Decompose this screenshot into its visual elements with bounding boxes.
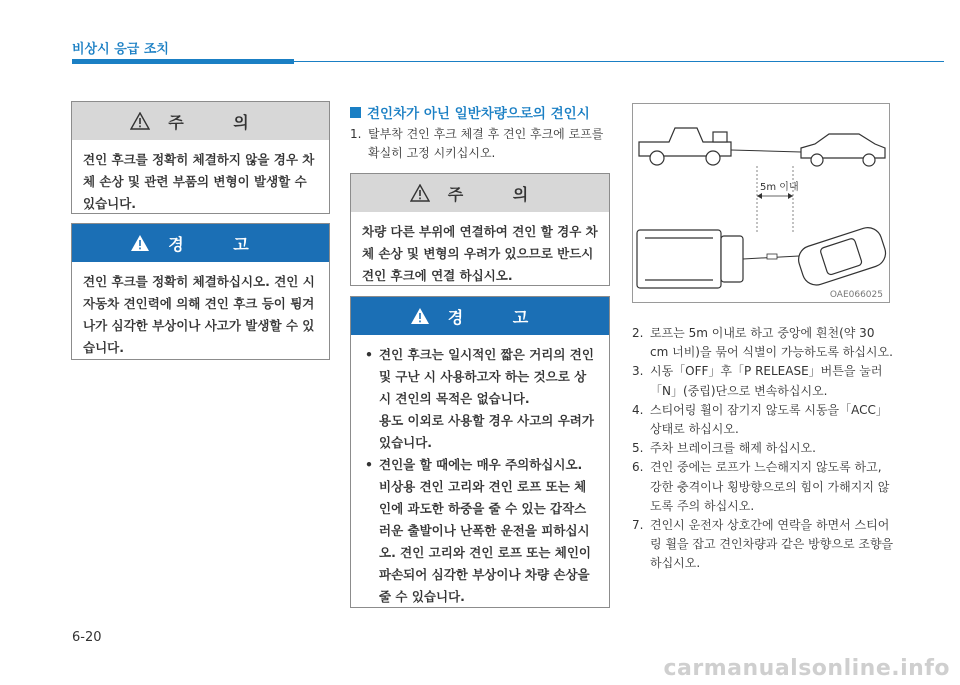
step-item bbox=[632, 516, 894, 574]
caution-box-middle bbox=[350, 173, 610, 286]
section-title bbox=[350, 102, 590, 122]
figure-code: OAE066025 bbox=[829, 290, 883, 300]
bullet-dot: • bbox=[365, 457, 373, 472]
step-number: 6. bbox=[632, 460, 644, 475]
section-square-icon bbox=[350, 107, 361, 118]
warning-bullet bbox=[365, 454, 597, 608]
step-item bbox=[350, 125, 612, 163]
distance-label: 5m 이내 bbox=[760, 182, 799, 193]
warning-bullet bbox=[365, 344, 597, 410]
step-list-middle bbox=[350, 125, 612, 163]
step-list-right bbox=[632, 324, 894, 574]
step-number: 4. bbox=[632, 402, 644, 417]
step-text: 주차 브레이크를 해제 하십시오. bbox=[650, 441, 816, 456]
step-number: 1. bbox=[350, 127, 362, 141]
caution-heading: 주 의 bbox=[447, 184, 551, 204]
section-header-title: 비상시 응급 조치 bbox=[72, 42, 169, 57]
truck-top-icon bbox=[637, 230, 743, 288]
warning-heading: 경 고 bbox=[447, 307, 551, 327]
step-item bbox=[632, 458, 894, 516]
step-item bbox=[632, 324, 894, 362]
header-rule-thin bbox=[294, 61, 944, 62]
step-number: 3. bbox=[632, 364, 644, 379]
watermark: carmanualsonline.info bbox=[663, 656, 950, 681]
caution-heading: 주 의 bbox=[168, 112, 271, 132]
towing-illustration bbox=[632, 103, 890, 303]
warning-box-header bbox=[351, 297, 609, 335]
step-text: 견인 중에는 로프가 느슨해지지 않도록 하고, 강한 충격이나 횡방향으로의 힘이 가해지지 않도록 주의 하십시오. bbox=[650, 460, 890, 513]
step-item bbox=[632, 439, 894, 458]
caution-text: 차량 다른 부위에 연결하여 견인 할 경우 차체 손상 및 변형의 우려가 있으므로 반드시 견인 후크에 연결 하십시오. bbox=[362, 224, 598, 283]
caution-triangle-icon bbox=[410, 184, 430, 202]
warning-heading: 경 고 bbox=[168, 234, 271, 254]
bullet-dot bbox=[365, 410, 379, 454]
warning-box-header bbox=[72, 224, 329, 262]
step-text: 스티어링 휠이 잠기지 않도록 시동을「ACC」상태로 하십시오. bbox=[650, 402, 888, 437]
warning-triangle-icon bbox=[410, 307, 430, 325]
warning-triangle-icon bbox=[130, 234, 150, 252]
tow-rope-side bbox=[731, 150, 801, 152]
section-title-text: 견인차가 아닌 일반차량으로의 견인시 bbox=[367, 106, 590, 122]
warning-text: 견인 후크를 정확히 체결하십시오. 견인 시 자동차 견인력에 의해 견인 후크 등이 튕겨 나가 심각한 부상이나 사고가 발생할 수 있습니다. bbox=[83, 274, 315, 355]
caution-box-header bbox=[72, 102, 329, 140]
page-number: 6-20 bbox=[72, 630, 102, 645]
step-item bbox=[632, 401, 894, 439]
warning-bullets bbox=[351, 335, 609, 617]
warning-box-left bbox=[71, 223, 330, 360]
step-item bbox=[632, 362, 894, 400]
bullet-text: 용도 이외로 사용할 경우 사고의 우려가 있습니다. bbox=[379, 413, 594, 450]
truck-side-icon bbox=[639, 128, 731, 165]
step-number: 5. bbox=[632, 441, 644, 456]
step-number: 7. bbox=[632, 518, 644, 533]
bullet-text: 견인 후크는 일시적인 짧은 거리의 견인 및 구난 시 사용하고자 하는 것으로 상시 견인의 목적은 없습니다. bbox=[379, 347, 594, 406]
step-text: 견인시 운전자 상호간에 연락을 하면서 스티어링 휠을 잡고 견인차량과 같은 방향으로 조향을 하십시오. bbox=[650, 518, 894, 571]
caution-triangle-icon bbox=[130, 112, 150, 130]
bullet-text: 견인을 할 때에는 매우 주의하십시오. 비상용 견인 고리와 견인 로프 또는 체인에 과도한 하중을 줄 수 있는 갑작스러운 출발이나 난폭한 운전을 피하십시오. 견인 고리와 견인 로프 또는 체인이 파손되어 심각한 부상이나 차량 손상을 줄 수 있습니다. bbox=[379, 457, 591, 604]
sedan-side-icon bbox=[801, 134, 885, 166]
step-text: 로프는 5m 이내로 하고 중앙에 흰천(약 30 cm 너비)을 묶어 식별이 가능하도록 하십시오. bbox=[650, 326, 893, 360]
sedan-top-icon bbox=[795, 224, 889, 289]
towing-diagram bbox=[633, 104, 889, 302]
warning-bullet bbox=[365, 410, 597, 454]
caution-box-header bbox=[351, 174, 609, 212]
step-number: 2. bbox=[632, 326, 644, 340]
step-text: 탈부착 견인 후크 체결 후 견인 후크에 로프를 확실히 고정 시키십시오. bbox=[368, 127, 604, 161]
caution-text: 견인 후크를 정확히 체결하지 않을 경우 차체 손상 및 관련 부품의 변형이 발생할 수 있습니다. bbox=[83, 152, 315, 211]
warning-box-middle bbox=[350, 296, 610, 608]
header-rule-thick bbox=[72, 59, 294, 64]
white-cloth-marker bbox=[767, 254, 777, 259]
bullet-dot: • bbox=[365, 347, 373, 362]
step-text: 시동「OFF」후「P RELEASE」버튼을 눌러「N」(중립)단으로 변속하십시오. bbox=[650, 364, 883, 398]
caution-box-left bbox=[71, 101, 330, 214]
